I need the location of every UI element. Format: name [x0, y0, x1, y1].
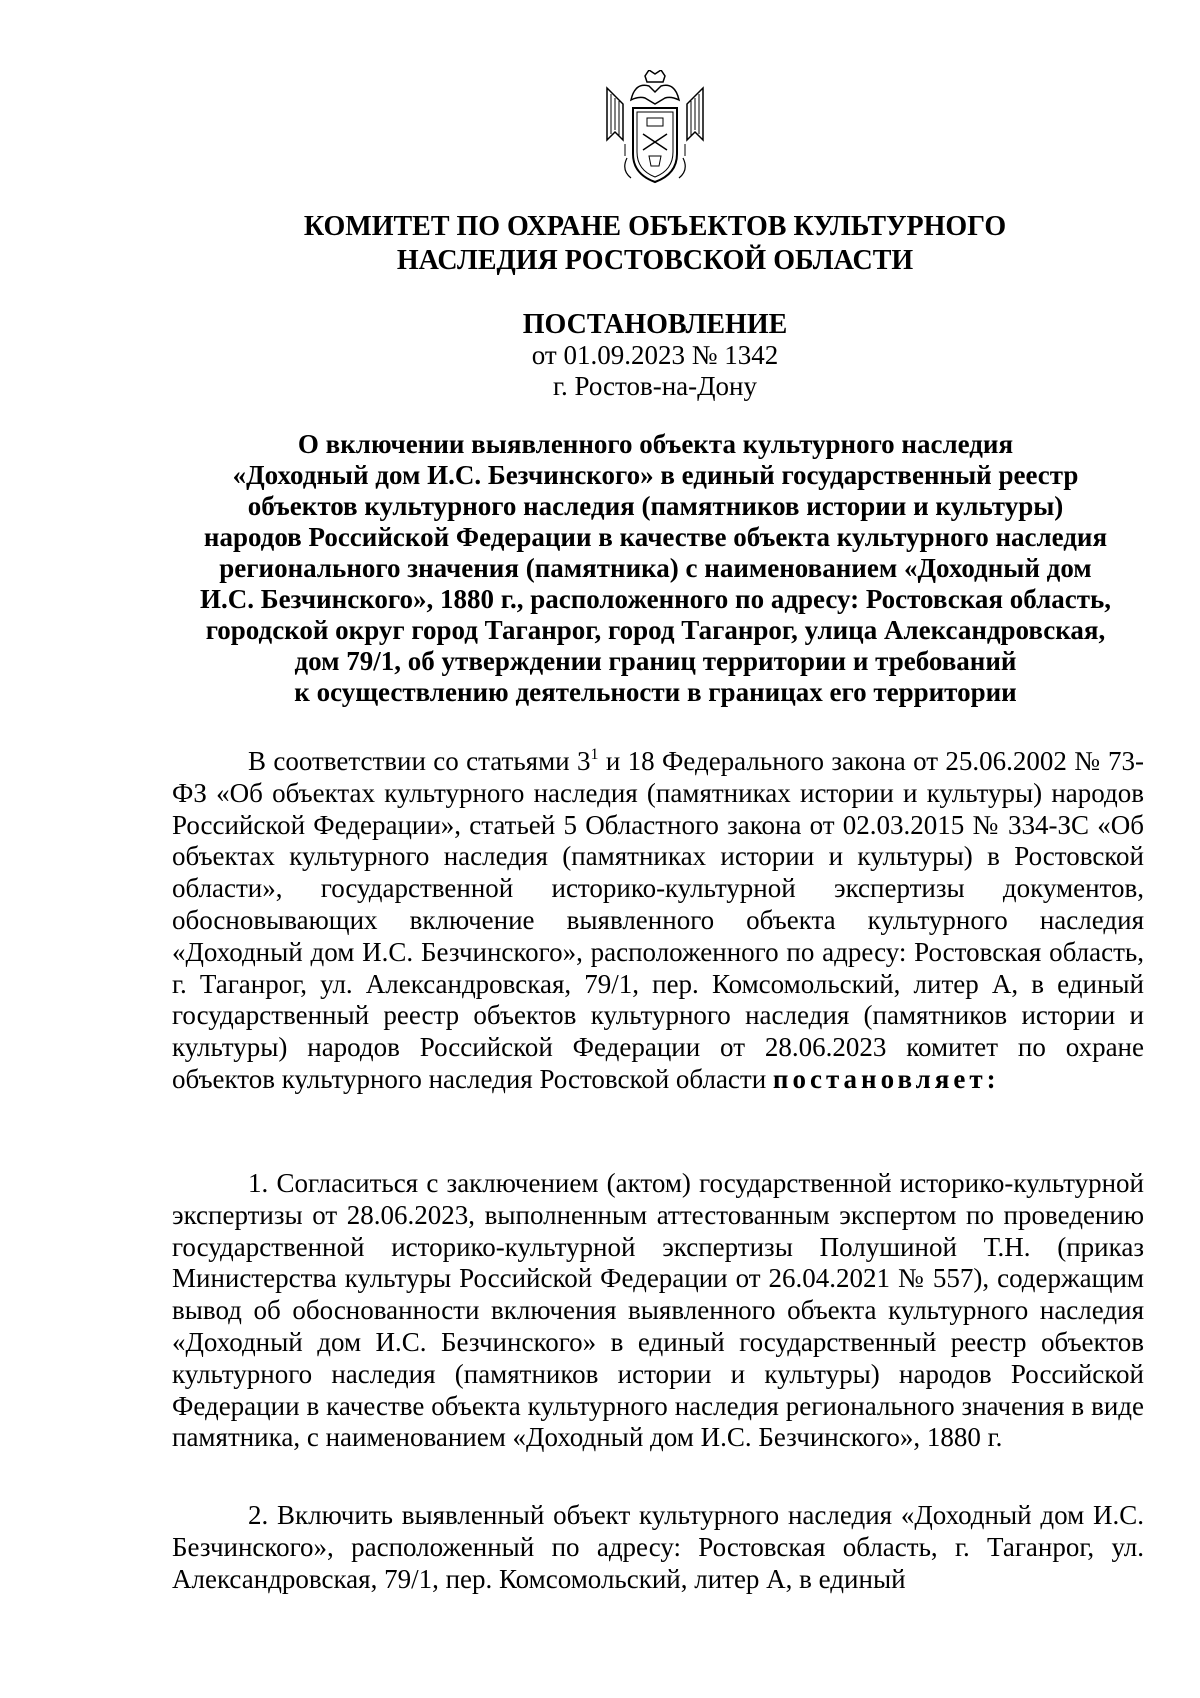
subject-line: И.С. Безчинского», 1880 г., расположенного по адресу: Ростовская область, [199, 584, 1112, 614]
document-meta [160, 340, 1150, 402]
document-city: г. Ростов-на-Дону [552, 371, 757, 401]
document-date-number: от 01.09.2023 № 1342 [531, 340, 779, 370]
document-type: ПОСТАНОВЛЕНИЕ [522, 309, 788, 340]
resolves-keyword: постановляет: [772, 1063, 1000, 1094]
subject-line: О включении выявленного объекта культурного наследия [297, 429, 1014, 459]
subject-line: «Доходный дом И.С. Безчинского» в единый государственный реестр [232, 460, 1079, 490]
document-subject [168, 429, 1143, 708]
subject-line: регионального значения (памятника) с наименованием «Доходный дом [219, 553, 1092, 583]
organization-name-line2: НАСЛЕДИЯ РОСТОВСКОЙ ОБЛАСТИ [396, 245, 914, 276]
organization-name [160, 210, 1150, 278]
resolution-item-2: 2. Включить выявленный объект культурного наследия «Доходный дом И.С. Безчинского», расположенный по адресу: Ростовская область, г. Таганрог, ул. Александровская, 79/1, пер. Комсомольский, литер А, в единый [172, 1500, 1144, 1594]
subject-line: дом 79/1, об утверждении границ территории и требований [294, 646, 1017, 676]
preamble-text-start: В соответствии со статьями 3 [248, 746, 591, 776]
resolution-item-1: 1. Согласиться с заключением (актом) государственной историко-культурной экспертизы от 28.06.2023, выполненным аттестованным экспертом по проведению государственной историко-культурной экспертизы Полушиной Т.Н. (приказ Министерства культуры Российской Федерации от 26.04.2021 № 557), содержащим вывод об обоснованности включения выявленного объекта культурного наследия «Доходный дом И.С. Безчинского» в единый государственный реестр объектов культурного наследия (памятников истории и культуры) народов Российской Федерации в качестве объекта культурного наследия регионального значения в виде памятника, с наименованием «Доходный дом И.С. Безчинского», 1880 г. [172, 1168, 1144, 1453]
subject-line: народов Российской Федерации в качестве объекта культурного наследия [203, 522, 1108, 552]
article-superscript: 1 [590, 746, 599, 763]
subject-line: городской округ город Таганрог, город Таганрог, улица Александровская, [205, 615, 1106, 645]
subject-line: к осуществлению деятельности в границах его территории [294, 677, 1017, 707]
organization-name-line1: КОМИТЕТ ПО ОХРАНЕ ОБЪЕКТОВ КУЛЬТУРНОГО [303, 211, 1007, 242]
preamble-text-rest: и 18 Федерального закона от 25.06.2002 № 73-ФЗ «Об объектах культурного наследия (памятниках истории и культуры) народов Российской Федерации», статьей 5 Областного закона от 02.03.2015 № 334-ЗС «Об объектах культурного наследия (памятниках истории и культуры) в Ростовской области», государственной историко-культурной экспертизы документов, обосновывающих включение выявленного объекта культурного наследия «Доходный дом И.С. Безчинского», расположенного по адресу: Ростовская область, г. Таганрог, ул. Александровская, 79/1, пер. Комсомольский, литер А, в единый государственный реестр объектов культурного наследия (памятников истории и культуры) народов Российской Федерации от 28.06.2023 комитет по охране объектов культурного наследия Ростовской области [172, 746, 1144, 1094]
subject-line: объектов культурного наследия (памятников истории и культуры) [247, 491, 1064, 521]
coat-of-arms-icon [601, 70, 709, 188]
preamble-paragraph [172, 746, 1144, 1096]
